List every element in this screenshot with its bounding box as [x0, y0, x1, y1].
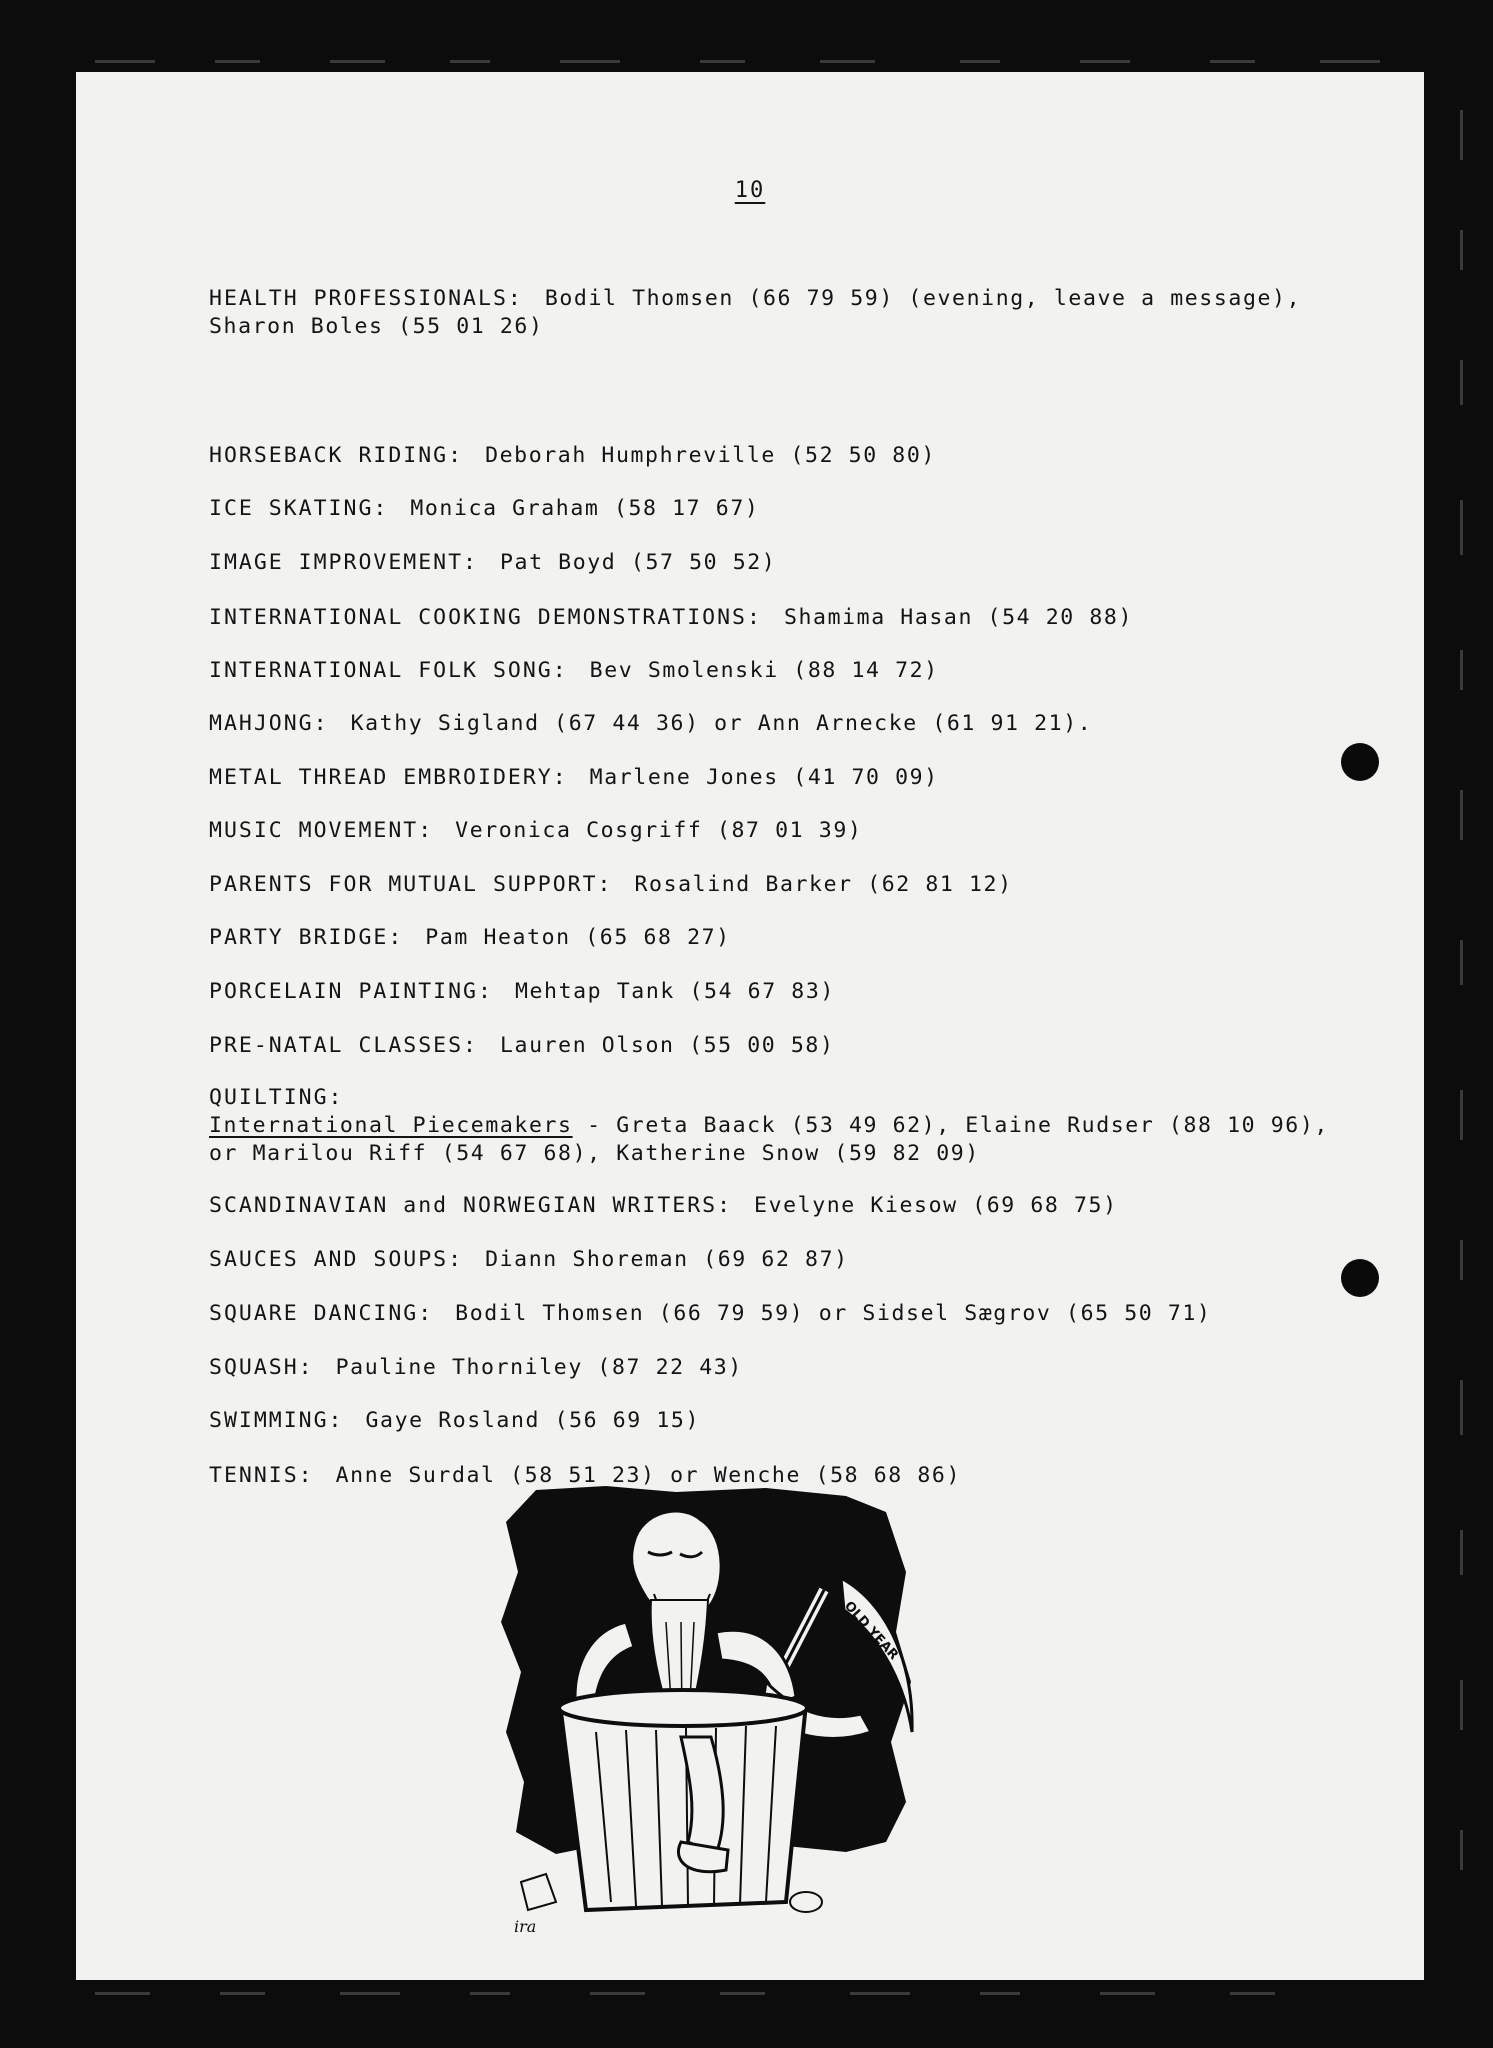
entry-category: METAL THREAD EMBROIDERY: [209, 765, 568, 790]
entry-category: SAUCES AND SOUPS: [209, 1247, 464, 1272]
entry-text: Mehtap Tank (54 67 83) [514, 979, 835, 1004]
entry-porcelain-painting [209, 978, 1339, 1006]
entry-category: INTERNATIONAL COOKING DEMONSTRATIONS: [209, 605, 762, 630]
entry-category: PRE-NATAL CLASSES: [209, 1033, 478, 1058]
entry-category: MUSIC MOVEMENT: [209, 818, 434, 843]
entry-square-dancing [209, 1300, 1339, 1328]
punch-hole-lower [1341, 1259, 1379, 1297]
entry-text: Shamima Hasan (54 20 88) [783, 605, 1133, 630]
entry-parents-mutual-support [209, 871, 1339, 899]
entry-sauces-soups [209, 1246, 1339, 1274]
entry-category: PORCELAIN PAINTING: [209, 979, 493, 1004]
entry-text: Bodil Thomsen (66 79 59) (evening, leave a message), Sharon Boles (55 01 26) [209, 286, 1316, 339]
entry-international-cooking [209, 604, 1339, 632]
entry-scandinavian-writers [209, 1192, 1339, 1220]
entry-text: Pauline Thorniley (87 22 43) [335, 1355, 743, 1380]
entry-text: Monica Graham (58 17 67) [410, 496, 760, 521]
document-page [76, 72, 1424, 1980]
entry-category: PARTY BRIDGE: [209, 925, 404, 950]
entry-category: IMAGE IMPROVEMENT: [209, 550, 478, 575]
entry-text: Diann Shoreman (69 62 87) [485, 1247, 849, 1272]
entry-category: QUILTING: [209, 1085, 344, 1110]
entry-category: SCANDINAVIAN and NORWEGIAN WRITERS: [209, 1193, 733, 1218]
entry-text: Bev Smolenski (88 14 72) [589, 658, 939, 683]
entry-category: TENNIS: [209, 1463, 314, 1488]
old-year-cartoon-illustration [466, 1482, 976, 1942]
entry-category: SQUARE DANCING: [209, 1301, 434, 1326]
entry-text: Kathy Sigland (67 44 36) or Ann Arnecke (61 91 21). [350, 711, 1093, 736]
entry-health-professionals [209, 285, 1339, 341]
scythe-label: OLD YEAR [841, 1598, 902, 1663]
entry-text: Bodil Thomsen (66 79 59) or Sidsel Sægrov (65 50 71) [455, 1301, 1212, 1326]
entry-category: SWIMMING: [209, 1408, 344, 1433]
entry-text: Deborah Humphreville (52 50 80) [485, 443, 936, 468]
entry-category: HEALTH PROFESSIONALS: [209, 286, 523, 311]
entry-category: PARENTS FOR MUTUAL SUPPORT: [209, 872, 613, 897]
entry-category: ICE SKATING: [209, 496, 389, 521]
page-number: 10 [734, 178, 766, 203]
entry-quilting [209, 1084, 1344, 1168]
entry-party-bridge [209, 924, 1339, 952]
entry-category: INTERNATIONAL FOLK SONG: [209, 658, 568, 683]
entry-swimming [209, 1407, 1339, 1435]
entry-ice-skating [209, 495, 1339, 523]
entry-category: HORSEBACK RIDING: [209, 443, 464, 468]
entry-text: Pat Boyd (57 50 52) [500, 550, 777, 575]
entry-horseback-riding [209, 442, 1339, 470]
entry-category: SQUASH: [209, 1355, 314, 1380]
entry-music-movement [209, 817, 1339, 845]
entry-image-improvement [209, 549, 1339, 577]
entry-subheading: International Piecemakers [209, 1113, 573, 1138]
entry-text: Lauren Olson (55 00 58) [500, 1033, 835, 1058]
punch-hole-upper [1341, 743, 1379, 781]
entry-metal-thread-embroidery [209, 764, 1339, 792]
entry-text: Rosalind Barker (62 81 12) [634, 872, 1013, 897]
entry-squash [209, 1354, 1339, 1382]
entry-pre-natal-classes [209, 1032, 1339, 1060]
entry-text: Gaye Rosland (56 69 15) [365, 1408, 701, 1433]
entry-text: Evelyne Kiesow (69 68 75) [754, 1193, 1118, 1218]
entry-mahjong [209, 710, 1339, 738]
entry-text: Pam Heaton (65 68 27) [425, 925, 731, 950]
entry-text: Marlene Jones (41 70 09) [589, 765, 939, 790]
trash-bin [561, 1704, 806, 1910]
entry-text: Veronica Cosgriff (87 01 39) [455, 818, 863, 843]
entry-text: - Greta Baack (53 49 62), Elaine Rudser (88 10 96), or Marilou Riff (54 67 68), Katherine Snow (59 82 09) [209, 1113, 1344, 1166]
artist-signature: ira [514, 1917, 537, 1936]
entry-international-folk-song [209, 657, 1339, 685]
entry-text: Anne Surdal (58 51 23) or Wenche (58 68 86) [335, 1463, 962, 1488]
entry-category: MAHJONG: [209, 711, 329, 736]
